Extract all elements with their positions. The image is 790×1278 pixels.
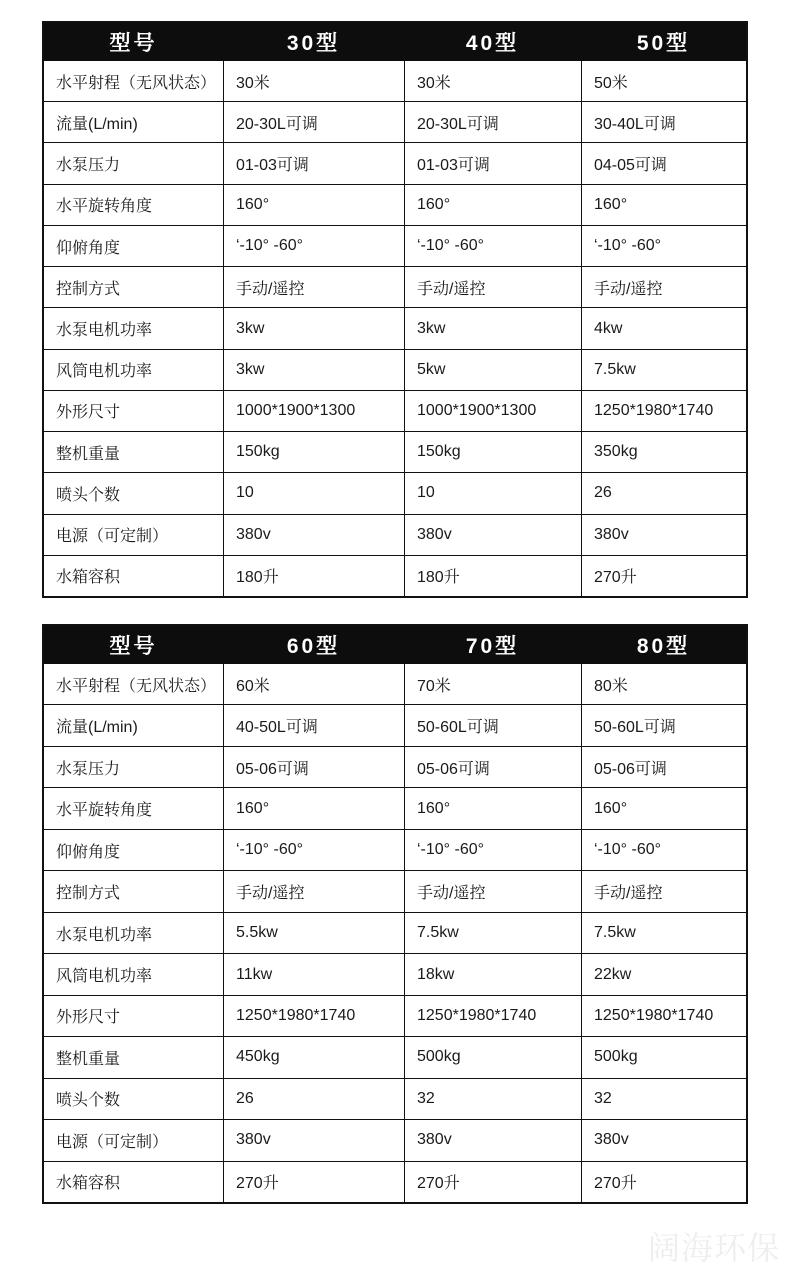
table-row <box>44 704 746 745</box>
row-value: 150kg <box>223 432 404 472</box>
table-row <box>44 912 746 953</box>
row-value: 5.5kw <box>223 913 404 953</box>
row-value: 160° <box>581 788 746 828</box>
row-label: 外形尺寸 <box>56 1009 121 1027</box>
row-value: 7.5kw <box>581 350 746 390</box>
row-label: 水平射程（无风状态） <box>56 677 217 695</box>
row-label: 水箱容积 <box>56 1175 121 1193</box>
row-value: 30米 <box>223 61 404 101</box>
row-label: 水泵压力 <box>56 157 121 175</box>
row-value: ‘-10° -60° <box>404 226 581 266</box>
row-value: 160° <box>404 185 581 225</box>
row-value: 60米 <box>223 664 404 704</box>
spec-table-60-70-80 <box>42 624 748 1204</box>
row-value: 10 <box>404 473 581 513</box>
row-value: ‘-10° -60° <box>404 830 581 870</box>
row-value: 手动/遥控 <box>404 267 581 307</box>
table-row <box>44 1119 746 1160</box>
row-value: 380v <box>223 1120 404 1160</box>
table-row <box>44 787 746 828</box>
row-value: 380v <box>404 515 581 555</box>
table-row <box>44 472 746 513</box>
row-value: 20-30L可调 <box>223 102 404 142</box>
row-value: 01-03可调 <box>223 143 404 183</box>
row-label: 水平旋转角度 <box>56 802 153 820</box>
row-value: 1000*1900*1300 <box>404 391 581 431</box>
row-value: 500kg <box>581 1037 746 1077</box>
row-label: 整机重量 <box>56 1050 121 1068</box>
row-value: 50-60L可调 <box>581 705 746 745</box>
row-label: 水泵压力 <box>56 760 121 778</box>
row-label: 风筒电机功率 <box>56 968 153 986</box>
row-label: 喷头个数 <box>56 486 121 504</box>
table-row <box>44 1036 746 1077</box>
row-label: 喷头个数 <box>56 1092 121 1110</box>
row-value: 4kw <box>581 308 746 348</box>
row-value: 30-40L可调 <box>581 102 746 142</box>
row-label: 仰俯角度 <box>56 843 121 861</box>
row-value: 350kg <box>581 432 746 472</box>
table-row <box>44 307 746 348</box>
row-value: 20-30L可调 <box>404 102 581 142</box>
table-row <box>44 953 746 994</box>
row-label: 外形尺寸 <box>56 404 121 422</box>
table-row <box>44 1161 746 1202</box>
row-value: 160° <box>404 788 581 828</box>
row-value: 500kg <box>404 1037 581 1077</box>
row-value: 26 <box>581 473 746 513</box>
row-value: 手动/遥控 <box>581 267 746 307</box>
header-cell-model-3: 50型 <box>636 32 691 55</box>
row-value: 70米 <box>404 664 581 704</box>
row-value: 150kg <box>404 432 581 472</box>
row-value: ‘-10° -60° <box>581 830 746 870</box>
row-value: 1250*1980*1740 <box>223 996 404 1036</box>
row-value: 270升 <box>404 1162 581 1202</box>
header-cell-model-2: 40型 <box>465 32 520 55</box>
row-value: 11kw <box>223 954 404 994</box>
table-row <box>44 142 746 183</box>
row-label: 控制方式 <box>56 280 121 298</box>
table-row <box>44 829 746 870</box>
table-row <box>44 555 746 596</box>
row-value: 3kw <box>404 308 581 348</box>
row-value: 160° <box>223 185 404 225</box>
row-value: 1250*1980*1740 <box>404 996 581 1036</box>
row-value: 80米 <box>581 664 746 704</box>
row-value: 380v <box>581 515 746 555</box>
row-value: 40-50L可调 <box>223 705 404 745</box>
row-label: 风筒电机功率 <box>56 363 153 381</box>
row-value: 01-03可调 <box>404 143 581 183</box>
row-value: 160° <box>223 788 404 828</box>
table-row <box>44 995 746 1036</box>
row-value: 270升 <box>581 556 746 596</box>
row-value: 手动/遥控 <box>404 871 581 911</box>
row-label: 水平射程（无风状态） <box>56 74 217 92</box>
row-value: 180升 <box>404 556 581 596</box>
row-value: 1250*1980*1740 <box>581 996 746 1036</box>
row-label: 水泵电机功率 <box>56 322 153 340</box>
row-label: 水平旋转角度 <box>56 198 153 216</box>
row-value: 手动/遥控 <box>223 871 404 911</box>
row-value: ‘-10° -60° <box>223 226 404 266</box>
row-value: 450kg <box>223 1037 404 1077</box>
row-value: 手动/遥控 <box>223 267 404 307</box>
table-row <box>44 184 746 225</box>
row-value: 05-06可调 <box>581 747 746 787</box>
row-value: 270升 <box>223 1162 404 1202</box>
table-row <box>44 746 746 787</box>
watermark: 阔海环保 <box>647 1230 780 1266</box>
row-value: 22kw <box>581 954 746 994</box>
table-body <box>44 61 746 596</box>
row-value: 3kw <box>223 350 404 390</box>
table-row <box>44 225 746 266</box>
row-value: 50米 <box>581 61 746 101</box>
row-value: 380v <box>581 1120 746 1160</box>
row-label: 仰俯角度 <box>56 239 121 257</box>
table-row <box>44 870 746 911</box>
row-value: 160° <box>581 185 746 225</box>
row-value: 50-60L可调 <box>404 705 581 745</box>
row-value: 32 <box>404 1079 581 1119</box>
table-row <box>44 1078 746 1119</box>
spec-table-30-40-50 <box>42 21 748 598</box>
row-value: 1000*1900*1300 <box>223 391 404 431</box>
table-header-row <box>44 23 746 61</box>
row-value: 32 <box>581 1079 746 1119</box>
row-value: 5kw <box>404 350 581 390</box>
row-value: 30米 <box>404 61 581 101</box>
header-cell-model-1: 30型 <box>286 32 341 55</box>
row-value: 180升 <box>223 556 404 596</box>
header-cell-model-label: 型号 <box>109 32 158 55</box>
row-value: 270升 <box>581 1162 746 1202</box>
row-value: 3kw <box>223 308 404 348</box>
row-label: 水箱容积 <box>56 569 121 587</box>
header-cell-model-1: 60型 <box>286 635 341 658</box>
row-value: 380v <box>404 1120 581 1160</box>
row-value: ‘-10° -60° <box>581 226 746 266</box>
row-value: ‘-10° -60° <box>223 830 404 870</box>
row-value: 26 <box>223 1079 404 1119</box>
table-row <box>44 266 746 307</box>
header-cell-model-2: 70型 <box>465 635 520 658</box>
header-cell-model-label: 型号 <box>109 635 158 658</box>
row-value: 05-06可调 <box>404 747 581 787</box>
row-value: 手动/遥控 <box>581 871 746 911</box>
table-row <box>44 431 746 472</box>
table-row <box>44 390 746 431</box>
table-row <box>44 61 746 101</box>
table-row <box>44 514 746 555</box>
row-value: 05-06可调 <box>223 747 404 787</box>
row-label: 电源（可定制） <box>56 528 169 546</box>
row-value: 380v <box>223 515 404 555</box>
row-label: 水泵电机功率 <box>56 926 153 944</box>
row-label: 整机重量 <box>56 445 121 463</box>
row-value: 1250*1980*1740 <box>581 391 746 431</box>
row-label: 控制方式 <box>56 885 121 903</box>
table-body <box>44 664 746 1202</box>
row-value: 10 <box>223 473 404 513</box>
row-value: 7.5kw <box>404 913 581 953</box>
row-value: 18kw <box>404 954 581 994</box>
row-label: 流量(L/min) <box>56 719 138 737</box>
row-value: 7.5kw <box>581 913 746 953</box>
table-row <box>44 349 746 390</box>
table-header-row <box>44 626 746 664</box>
table-row <box>44 101 746 142</box>
row-value: 04-05可调 <box>581 143 746 183</box>
row-label: 电源（可定制） <box>56 1133 169 1151</box>
header-cell-model-3: 80型 <box>636 635 691 658</box>
table-row <box>44 664 746 704</box>
row-label: 流量(L/min) <box>56 115 138 133</box>
